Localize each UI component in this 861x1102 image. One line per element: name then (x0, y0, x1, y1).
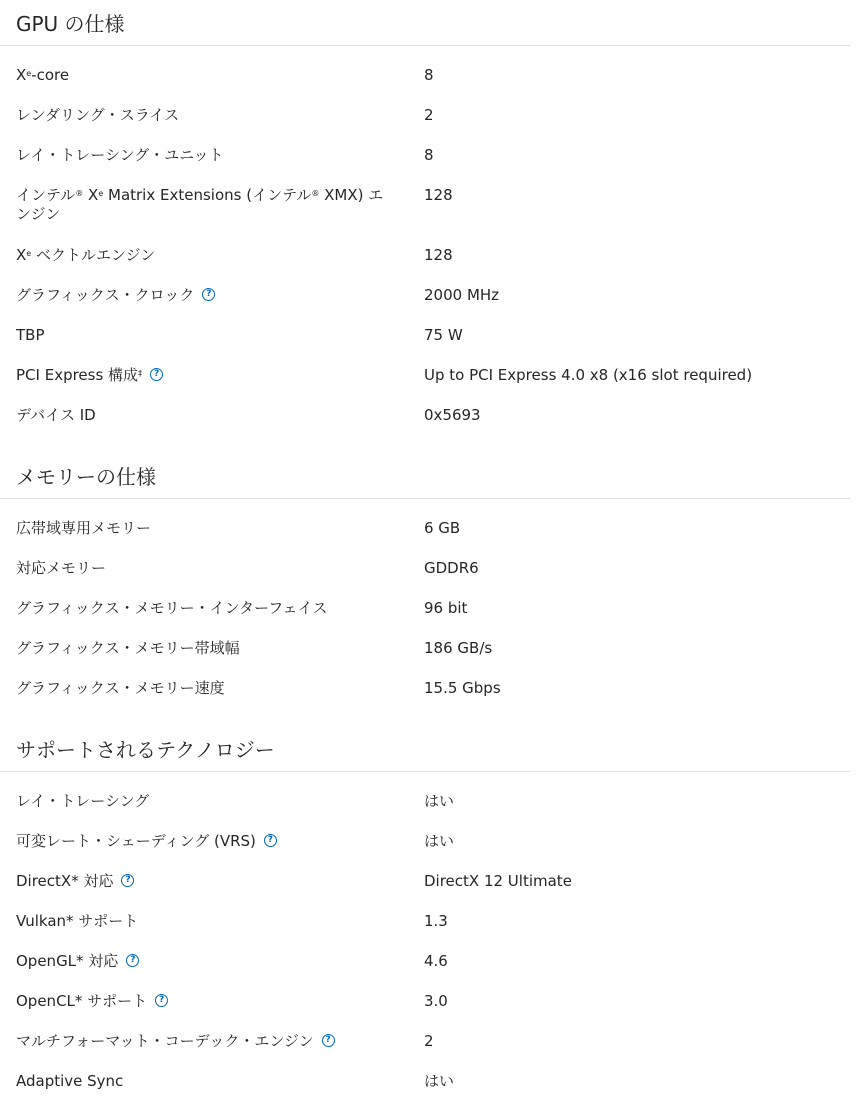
spec-row-render-slices (0, 95, 850, 135)
spec-row-directx (0, 861, 850, 901)
spec-label: レンダリング・スライス (16, 106, 180, 124)
spec-row-ray-tracing-units (0, 135, 850, 175)
spec-value: 2000 MHz (424, 286, 500, 304)
spec-label: グラフィックス・メモリー・インターフェイス (16, 599, 328, 617)
spec-label: OpenCL* サポート ? (0, 981, 424, 1011)
spec-label: Xe-core (16, 66, 70, 84)
spec-label: 可変レート・シェーディング (VRS) ? (0, 821, 424, 851)
spec-label: マルチフォーマット・コーデック・エンジン ? (0, 1021, 424, 1051)
gpu-spec-section (0, 9, 850, 435)
spec-row-xe-core (0, 55, 850, 95)
spec-label: OpenGL* 対応 ? (0, 941, 424, 971)
section-title-memory: メモリーの仕様 (16, 465, 156, 489)
question-circle-icon[interactable]: ? (155, 994, 168, 1007)
spec-value: 128 (424, 186, 453, 204)
spec-value: 2 (424, 106, 434, 124)
question-circle-icon[interactable]: ? (126, 954, 139, 967)
spec-label: Xe ベクトルエンジン (16, 246, 156, 264)
question-circle-icon[interactable]: ? (150, 368, 163, 381)
spec-value: 8 (424, 146, 434, 164)
question-circle-icon[interactable]: ? (202, 288, 215, 301)
spec-value: はい (424, 792, 455, 810)
spec-label: TBP (16, 326, 45, 344)
spec-label: Vulkan* サポート (16, 912, 139, 930)
spec-value: 6 GB (424, 519, 461, 537)
spec-label: レイ・トレーシング・ユニット (16, 146, 224, 164)
question-circle-icon[interactable]: ? (264, 834, 277, 847)
spec-label: デバイス ID (16, 406, 96, 424)
spec-label: 対応メモリー (16, 559, 107, 577)
spec-row-graphics-clock (0, 275, 850, 315)
spec-row-dedicated-memory (0, 508, 850, 548)
spec-row-codec-engines (0, 1021, 850, 1061)
spec-row-opencl (0, 981, 850, 1021)
memory-spec-section (0, 462, 850, 708)
spec-label: グラフィックス・メモリー帯域幅 (16, 639, 240, 657)
spec-value: 128 (424, 246, 453, 264)
spec-label: Adaptive Sync (16, 1072, 124, 1090)
spec-label: DirectX* 対応 ? (0, 861, 424, 891)
spec-value: 1.3 (424, 912, 448, 930)
spec-row-device-id (0, 395, 850, 435)
spec-label: グラフィックス・メモリー速度 (16, 679, 225, 697)
question-circle-icon[interactable]: ? (121, 874, 134, 887)
spec-row-vulkan (0, 901, 850, 941)
spec-row-xmx-engines (0, 175, 850, 235)
spec-rows (0, 772, 850, 1101)
spec-label: 広帯域専用メモリー (16, 519, 152, 537)
spec-rows (0, 499, 850, 708)
spec-row-vector-engines (0, 235, 850, 275)
spec-value: 186 GB/s (424, 639, 493, 657)
spec-value: GDDR6 (424, 559, 479, 577)
spec-label: グラフィックス・クロック ? (0, 275, 424, 305)
spec-value: Up to PCI Express 4.0 x8 (x16 slot required) (424, 366, 753, 384)
spec-value: 0x5693 (424, 406, 481, 424)
spec-label: インテル® Xe Matrix Extensions (インテル® XMX) エンジン (16, 186, 384, 223)
spec-value: 8 (424, 66, 434, 84)
spec-value: DirectX 12 Ultimate (424, 872, 572, 890)
spec-row-adaptive-sync (0, 1061, 850, 1101)
spec-value: はい (424, 832, 455, 850)
spec-row-opengl (0, 941, 850, 981)
spec-row-memory-bandwidth (0, 628, 850, 668)
supported-tech-section (0, 735, 850, 1101)
spec-row-ray-tracing (0, 781, 850, 821)
spec-rows (0, 46, 850, 435)
spec-label: PCI Express 構成‡ ? (0, 355, 424, 385)
spec-row-memory-speed (0, 668, 850, 708)
spec-row-pci-express (0, 355, 850, 395)
spec-value: 2 (424, 1032, 434, 1050)
spec-value: 75 W (424, 326, 463, 344)
spec-value: 15.5 Gbps (424, 679, 501, 697)
spec-row-vrs (0, 821, 850, 861)
spec-row-memory-interface (0, 588, 850, 628)
spec-value: 4.6 (424, 952, 448, 970)
spec-label: レイ・トレーシング (16, 792, 150, 810)
section-title-gpu: GPU の仕様 (16, 12, 125, 36)
spec-row-tbp (0, 315, 850, 355)
spec-value: 3.0 (424, 992, 448, 1010)
spec-row-memory-type (0, 548, 850, 588)
spec-value: はい (424, 1072, 455, 1090)
section-title-tech: サポートされるテクノロジー (16, 738, 275, 762)
spec-value: 96 bit (424, 599, 468, 617)
question-circle-icon[interactable]: ? (322, 1034, 335, 1047)
